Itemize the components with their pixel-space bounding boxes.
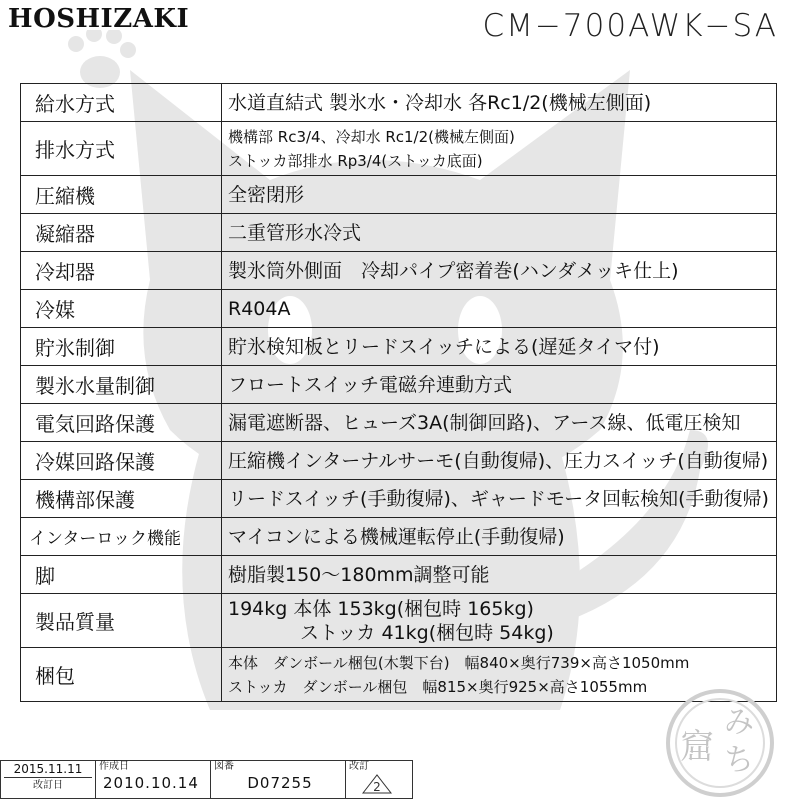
svg-text:ち: ち	[724, 743, 754, 778]
revision-number: 2	[373, 780, 381, 794]
spec-value	[222, 518, 777, 556]
spec-table	[20, 83, 777, 702]
drawing-no-cell	[211, 761, 346, 799]
spec-value-line: 製氷筒外側面 冷却パイプ密着巻(ハンダメッキ仕上)	[228, 259, 679, 282]
seal-stamp-icon	[662, 686, 778, 800]
spec-value-line: 貯氷検知板とリードスイッチによる(遅延タイマ付)	[228, 335, 660, 358]
spec-label: 梱包	[21, 648, 222, 702]
spec-row	[21, 480, 777, 518]
spec-row	[21, 328, 777, 366]
svg-text:窟: 窟	[680, 727, 714, 767]
spec-value-line: R404A	[228, 297, 291, 320]
drawing-no: D07255	[247, 774, 313, 792]
revision-date: 2015.11.11	[4, 761, 92, 778]
spec-row	[21, 252, 777, 290]
spec-value-line: 圧縮機インターナルサーモ(自動復帰)、圧力スイッチ(自動復帰)	[228, 449, 769, 472]
spec-row	[21, 176, 777, 214]
spec-value-line: 本体 ダンボール梱包(木製下台) 幅840×奥行739×高さ1050mm	[228, 653, 690, 672]
revision-label: 改訂	[349, 761, 369, 772]
spec-value	[222, 122, 777, 176]
spec-value	[222, 366, 777, 404]
drawing-no-label: 図番	[214, 761, 234, 772]
spec-label: 排水方式	[21, 122, 222, 176]
spec-row	[21, 84, 777, 122]
model-number: CM−700AWK−SA	[482, 8, 778, 44]
spec-value	[222, 176, 777, 214]
brand-logo: HOSHIZAKI	[8, 4, 190, 34]
spec-value-line: 全密閉形	[228, 183, 305, 206]
created-date: 2010.10.14	[103, 774, 199, 792]
revision-date-label: 改訂日	[33, 780, 63, 791]
spec-row	[21, 122, 777, 176]
spec-label: 機構部保護	[21, 480, 222, 518]
spec-value-line: 漏電遮断器、ヒューズ3A(制御回路)、アース線、低電圧検知	[228, 411, 741, 434]
spec-value	[222, 214, 777, 252]
spec-value-line: リードスイッチ(手動復帰)、ギャードモータ回転検知(手動復帰)	[228, 487, 769, 510]
spec-value	[222, 442, 777, 480]
spec-label: 凝縮器	[21, 214, 222, 252]
spec-value-line: ストッカ部排水 Rp3/4(ストッカ底面)	[228, 151, 483, 170]
revision-block	[0, 760, 413, 799]
spec-value-line: 水道直結式 製氷水・冷却水 各Rc1/2(機械左側面)	[228, 91, 652, 114]
spec-row	[21, 594, 777, 648]
spec-row	[21, 214, 777, 252]
spec-value	[222, 556, 777, 594]
spec-label: 貯氷制御	[21, 328, 222, 366]
spec-label: 冷媒回路保護	[21, 442, 222, 480]
revision-cell	[346, 761, 413, 799]
spec-label: 脚	[21, 556, 222, 594]
spec-value-line: 樹脂製150〜180mm調整可能	[228, 563, 490, 586]
created-cell	[96, 761, 211, 799]
spec-value-line: ストッカ ダンボール梱包 幅815×奥行925×高さ1055mm	[228, 677, 648, 696]
spec-row	[21, 442, 777, 480]
spec-value	[222, 290, 777, 328]
spec-row	[21, 556, 777, 594]
svg-text:み: み	[724, 705, 754, 740]
spec-label: 製品質量	[21, 594, 222, 648]
spec-value-line: 二重管形水冷式	[228, 221, 362, 244]
spec-row	[21, 366, 777, 404]
spec-row	[21, 290, 777, 328]
spec-label: 圧縮機	[21, 176, 222, 214]
spec-value	[222, 594, 777, 648]
spec-value	[222, 404, 777, 442]
spec-label: 電気回路保護	[21, 404, 222, 442]
spec-row	[21, 404, 777, 442]
created-label: 作成日	[99, 761, 129, 772]
spec-value-line: フロートスイッチ電磁弁連動方式	[228, 373, 513, 396]
spec-value	[222, 328, 777, 366]
spec-label: 冷却器	[21, 252, 222, 290]
spec-label: インターロック機能	[21, 518, 222, 556]
revision-triangle-icon	[349, 773, 403, 795]
spec-value	[222, 84, 777, 122]
spec-value-line: 194kg 本体 153kg(梱包時 165kg)	[228, 597, 534, 620]
spec-value	[222, 480, 777, 518]
spec-value-line: マイコンによる機械運転停止(手動復帰)	[228, 525, 565, 548]
spec-value	[222, 252, 777, 290]
spec-label: 製氷水量制御	[21, 366, 222, 404]
spec-label: 冷媒	[21, 290, 222, 328]
revision-date-cell	[1, 761, 96, 799]
spec-value-line: 機構部 Rc3/4、冷却水 Rc1/2(機械左側面)	[228, 127, 515, 146]
spec-value-line: ストッカ 41kg(梱包時 54kg)	[300, 621, 554, 644]
spec-label: 給水方式	[21, 84, 222, 122]
spec-row	[21, 518, 777, 556]
